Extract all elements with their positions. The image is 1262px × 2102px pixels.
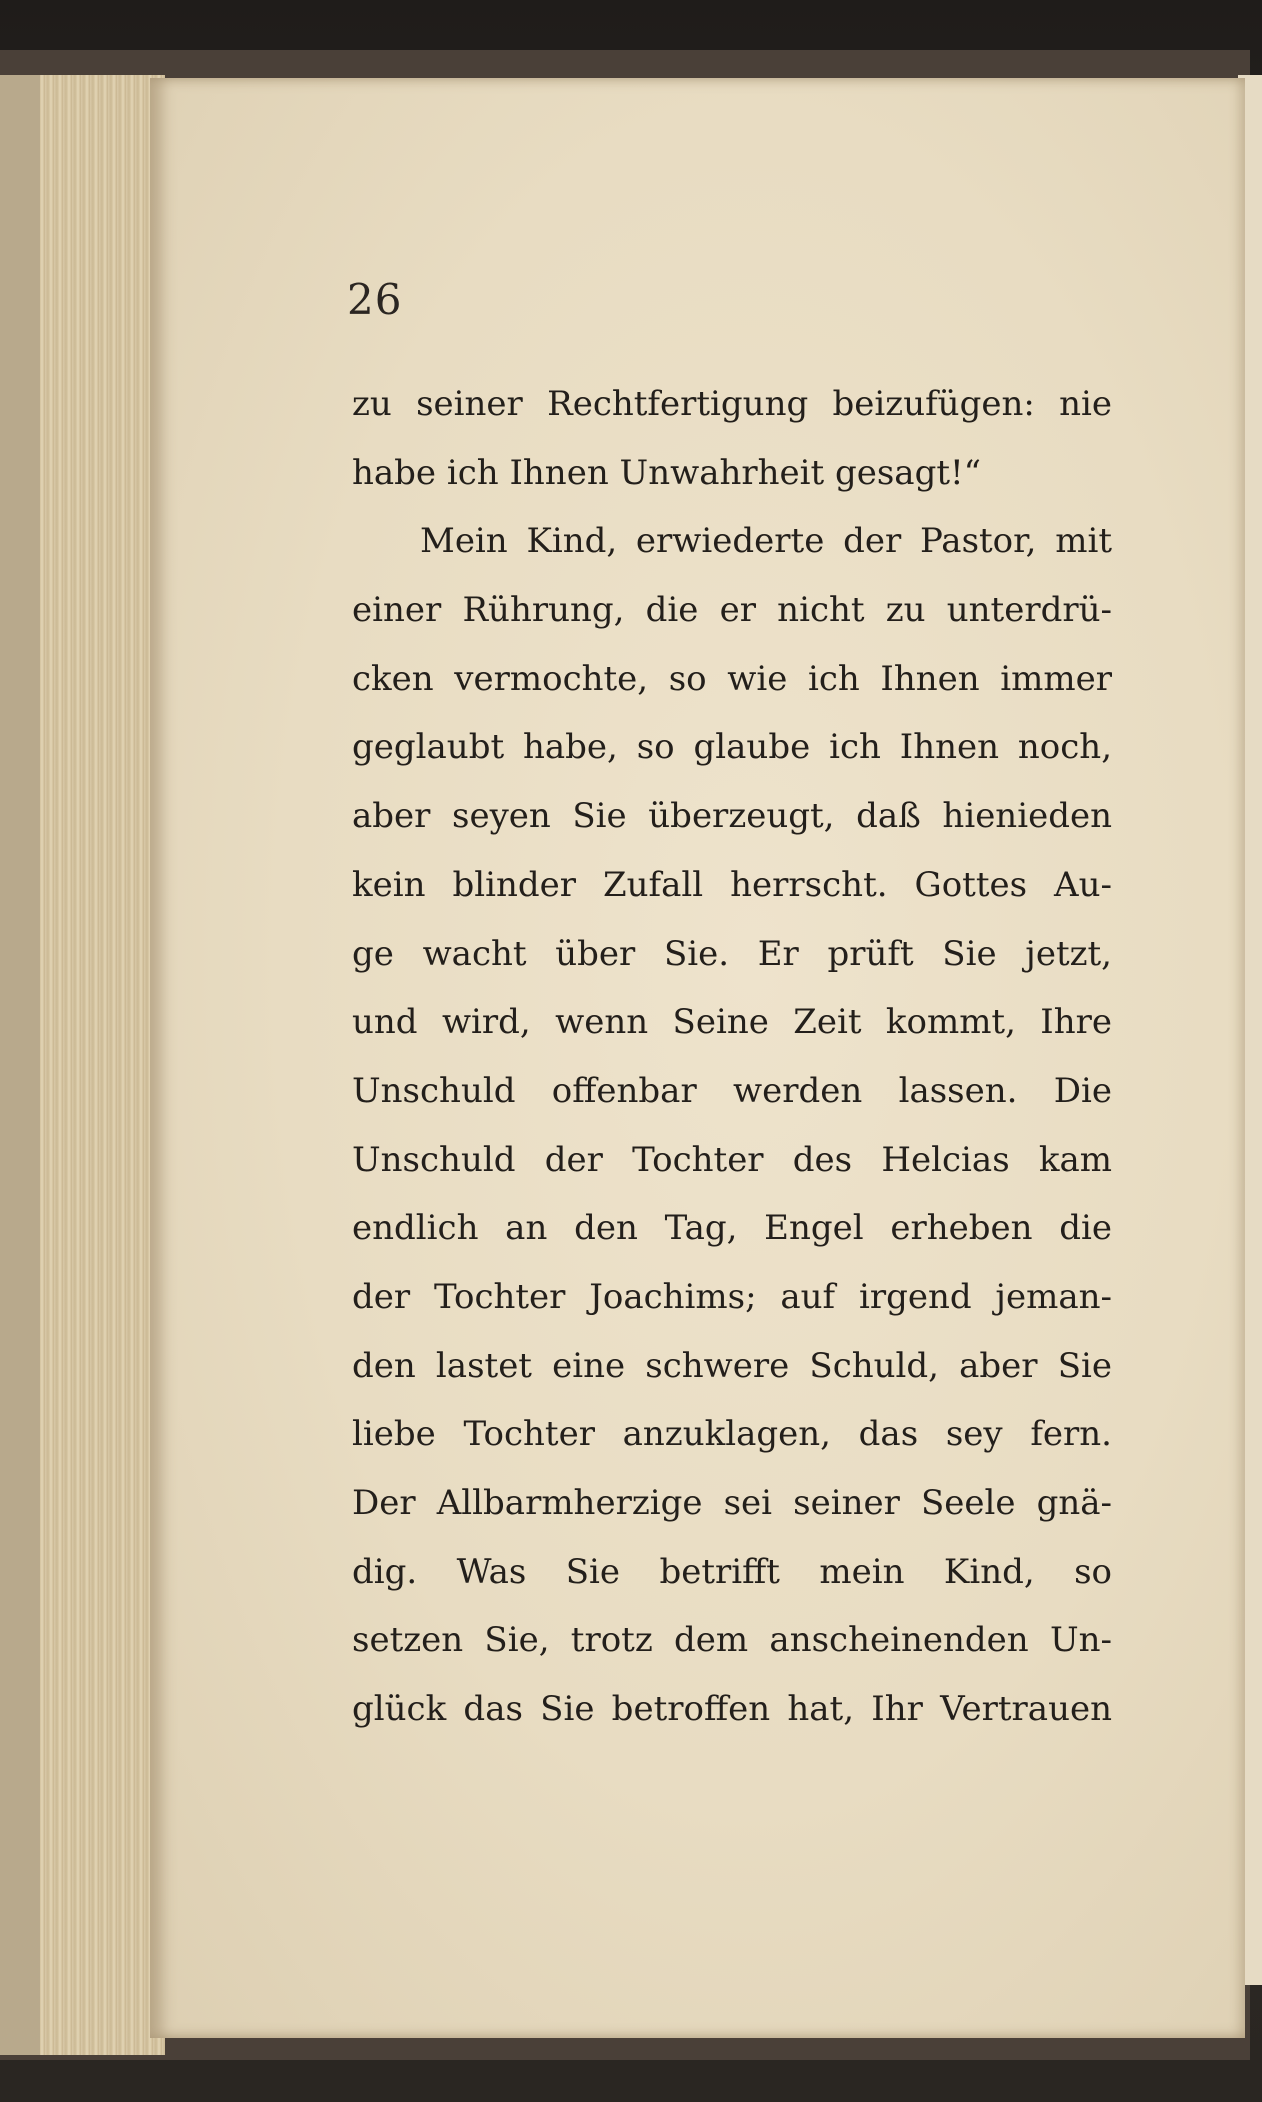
text-line: und wird, wenn Seine Zeit kommt, Ihre — [352, 1002, 1112, 1043]
page-text — [352, 370, 1112, 1744]
text-line: setzen Sie, trotz dem anscheinenden Un- — [352, 1620, 1112, 1661]
text-line: zu seiner Rechtfertigung beizufügen: nie — [352, 384, 1112, 424]
text-line: cken vermochte, so wie ich Ihnen immer — [352, 658, 1112, 699]
text-line: Unschuld offenbar werden lassen. Die — [352, 1070, 1112, 1111]
text-line: Mein Kind, erwiederte der Pastor, mit — [420, 521, 1112, 562]
text-line: einer Rührung, die er nicht zu unterdrü- — [352, 590, 1112, 631]
text-line: Der Allbarmherzige sei seiner Seele gnä- — [352, 1483, 1112, 1523]
text-line: habe ich Ihnen Unwahrheit gesagt!“ — [352, 452, 982, 493]
page-number: 26 — [347, 275, 403, 324]
text-line: der Tochter Joachims; auf irgend jeman- — [352, 1276, 1112, 1317]
text-line: den lastet eine schwere Schuld, aber Sie — [352, 1345, 1112, 1386]
text-line: endlich an den Tag, Engel erheben die — [352, 1208, 1112, 1249]
text-line: ge wacht über Sie. Er prüft Sie jetzt, — [352, 933, 1112, 974]
text-line: geglaubt habe, so glaube ich Ihnen noch, — [352, 727, 1112, 768]
text-line: kein blinder Zufall herrscht. Gottes Au- — [352, 864, 1112, 905]
text-line: dig. Was Sie betrifft mein Kind, so — [352, 1551, 1112, 1592]
text-line: glück das Sie betroffen hat, Ihr Vertrauen — [352, 1689, 1112, 1730]
text-line: liebe Tochter anzuklagen, das sey fern. — [352, 1414, 1112, 1455]
text-line: aber seyen Sie überzeugt, daß hienieden — [352, 796, 1112, 837]
text-line: Unschuld der Tochter des Helcias kam — [352, 1139, 1112, 1180]
page-stack-outer-edge — [0, 75, 40, 2055]
